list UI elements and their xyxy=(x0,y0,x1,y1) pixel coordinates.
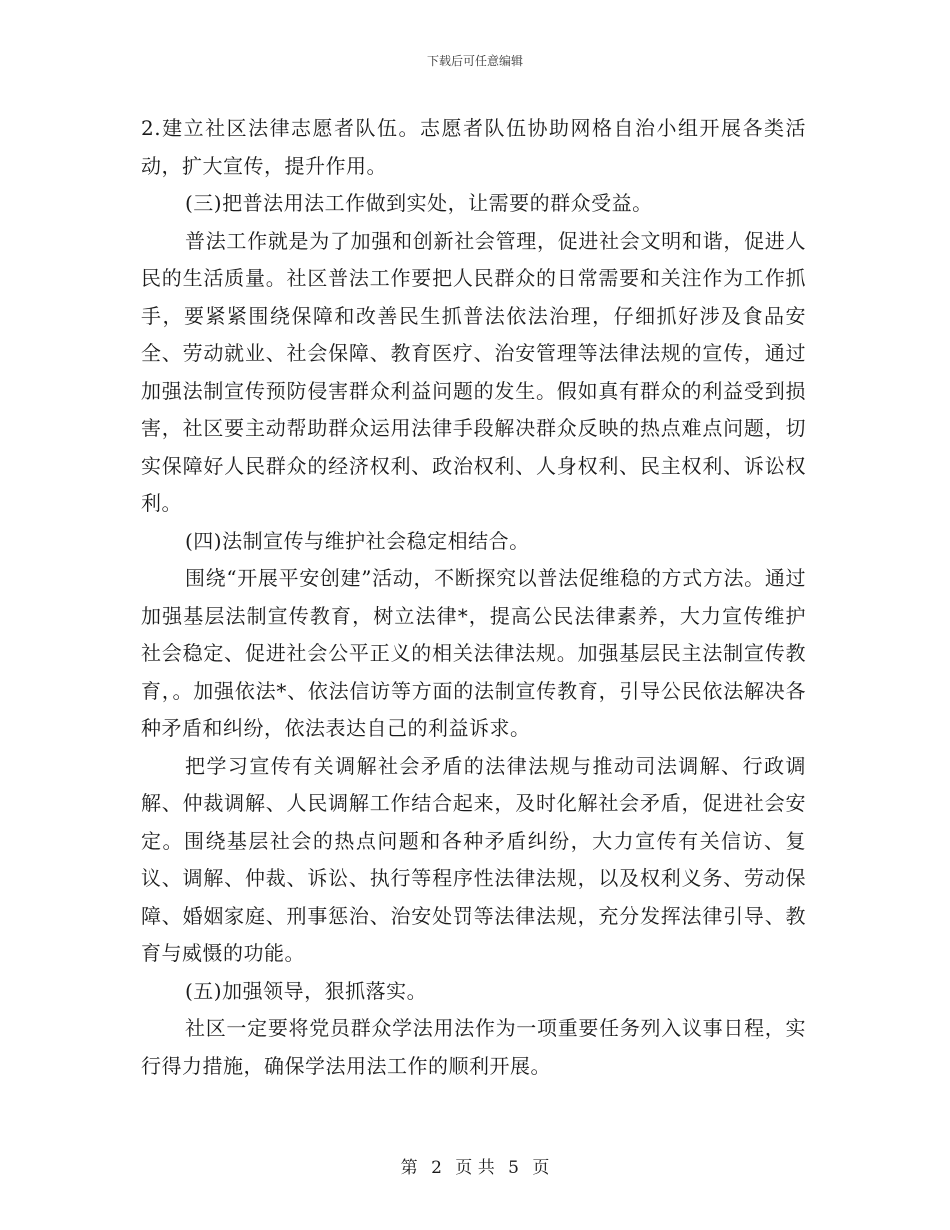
paragraph-mediation: 把学习宣传有关调解社会矛盾的法律法规与推动司法调解、行政调解、仲裁调解、人民调解工作结合起来，及时化解社会矛盾，促进社会安定。围绕基层社会的热点问题和各种矛盾纠纷，大力宣传有关信访、复议、调解、仲裁、诉讼、执行等程序性法律法规，以及权利义务、劳动保障、婚姻家庭、刑事惩治、治安处罚等法律法规，充分发挥法律引导、教育与威慑的功能。 xyxy=(141,753,806,965)
footer-middle: 页 共 xyxy=(455,1158,495,1178)
document-body xyxy=(141,110,806,1085)
paragraph-safety-campaign: 围绕“开展平安创建”活动，不断探究以普法促维稳的方式方法。通过加强基层法制宣传教育，树立法律*，提高公民法律素养，大力宣传维护社会稳定、促进社会公平正义的相关法律法规。加强基层民主法制宣传教育，。加强依法*、依法信访等方面的法制宣传教育，引导公民依法解决各种矛盾和纠纷，依法表达自己的利益诉求。 xyxy=(141,566,806,740)
page-header xyxy=(0,52,950,69)
page-footer xyxy=(0,1153,950,1178)
paragraph-legal-education: 普法工作就是为了加强和创新社会管理，促进社会文明和谐，促进人民的生活质量。社区普法工作要把人民群众的日常需要和关注作为工作抓手，要紧紧围绕保障和改善民生抓普法依法治理，仔细抓好涉及食品安全、劳动就业、社会保障、教育医疗、治安管理等法律法规的宣传，通过加强法制宣传预防侵害群众利益问题的发生。假如真有群众的利益受到损害，社区要主动帮助群众运用法律手段解决群众反映的热点难点问题，切实保障好人民群众的经济权利、政治权利、人身权利、民主权利、诉讼权利。 xyxy=(141,228,806,515)
header-text: 下载后可任意编辑 xyxy=(426,54,523,68)
footer-suffix: 页 xyxy=(532,1158,550,1178)
footer-prefix: 第 xyxy=(400,1158,418,1178)
section-heading-3: (三)把普法用法工作做到实处，让需要的群众受益。 xyxy=(185,191,653,215)
section-heading-5: (五)加强领导，狠抓落实。 xyxy=(185,978,428,1003)
total-page-number: 5 xyxy=(508,1158,519,1178)
current-page-number: 2 xyxy=(431,1158,442,1178)
paragraph-volunteer-team: 2.建立社区法律志愿者队伍。志愿者队伍协助网格自治小组开展各类活动，扩大宣传，提升作用。 xyxy=(141,116,806,178)
paragraph-leadership: 社区一定要将党员群众学法用法作为一项重要任务列入议事日程，实行得力措施，确保学法用法工作的顺利开展。 xyxy=(141,1016,806,1078)
section-heading-4: (四)法制宣传与维护社会稳定相结合。 xyxy=(185,528,530,553)
